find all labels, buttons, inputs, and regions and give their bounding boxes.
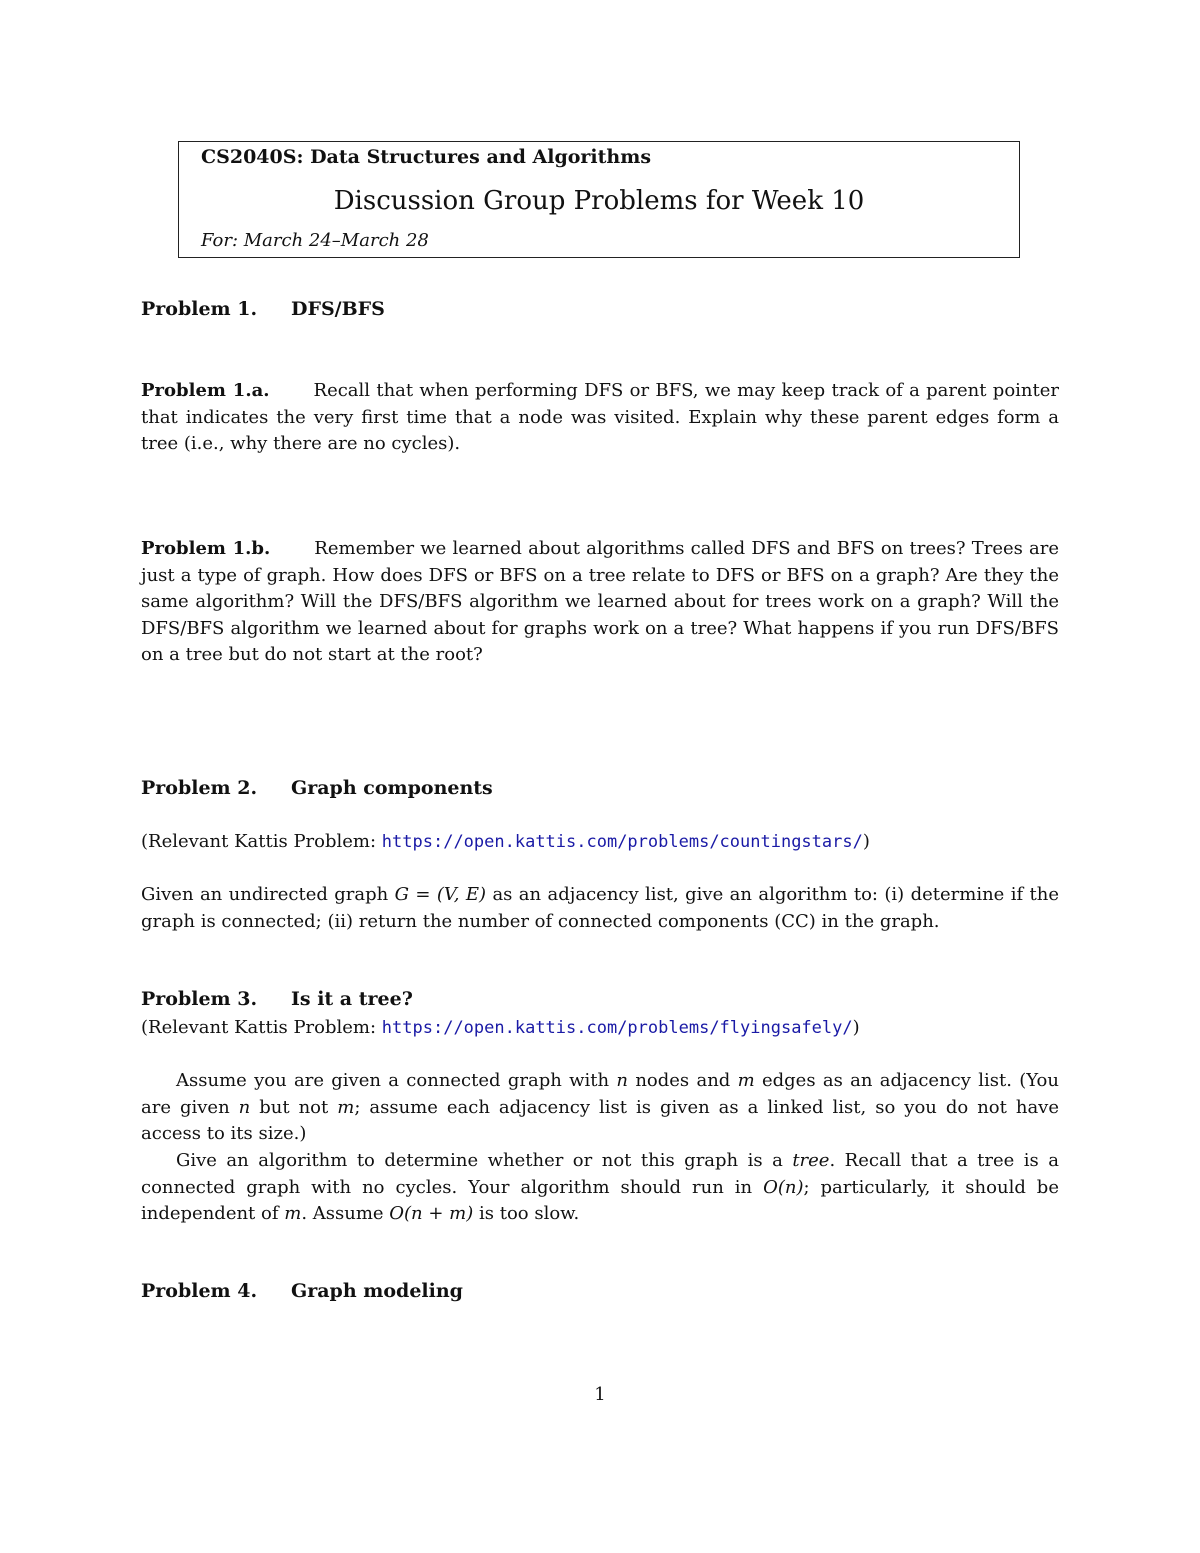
kattis-link-countingstars[interactable]: https://open.kattis.com/problems/countingstars/ [381, 832, 863, 852]
kattis-prefix: (Relevant Kattis Problem: [141, 831, 382, 852]
course-title: CS2040S: Data Structures and Algorithms [201, 146, 652, 168]
math-o-n: O(n) [763, 1176, 804, 1198]
text-part: is too slow. [473, 1203, 580, 1224]
page-title: Discussion Group Problems for Week 10 [333, 186, 865, 216]
problem-3-label: Problem 3. [141, 988, 258, 1010]
problem-4-title: Graph modeling [291, 1280, 463, 1302]
problem-1-title: DFS/BFS [291, 298, 385, 320]
text-part: Give an algorithm to determine whether or not this graph is a [176, 1150, 793, 1171]
problem-3-title: Is it a tree? [291, 988, 413, 1010]
text-part: ; particularly, it should be independent of [141, 1176, 1059, 1224]
problem-2-kattis [141, 829, 1059, 856]
math-graph: G = (V, E) [394, 884, 487, 905]
kattis-prefix: (Relevant Kattis Problem: [141, 1017, 382, 1038]
math-m: m [737, 1070, 755, 1091]
text-part: Assume you are given a connected graph with [176, 1070, 617, 1091]
date-range: For: March 24–March 28 [201, 230, 429, 251]
problem-1-heading [141, 298, 385, 320]
problem-4-heading [141, 1280, 463, 1302]
problem-1-label: Problem 1. [141, 298, 258, 320]
problem-1a-label: Problem 1.a. [141, 380, 270, 401]
text-part: nodes and [628, 1070, 738, 1091]
math-m: m [284, 1203, 302, 1224]
text-part: . Recall that a tree is a connected graph with no cycles. Your algorithm should run in [141, 1150, 1059, 1198]
problem-1b [141, 536, 1059, 669]
problem-1b-text: Remember we learned about algorithms called DFS and BFS on trees? Trees are just a type of graph. How does DFS or BFS on a tree relate to DFS or BFS on a graph? Are they the same algorithm? Will the DFS/BFS algorithm we learned about for trees work on a graph? Will the DFS/BFS algorithm we learned about for graphs work on a tree? What happens if you run DFS/BFS on a tree but do not start at the root? [141, 538, 1060, 665]
text-part: edges as an adjacency list. (You are given [141, 1070, 1059, 1118]
kattis-suffix: ) [862, 831, 870, 852]
problem-3-paragraph-1 [141, 1068, 1059, 1148]
problem-2-text-part: as an adjacency list, give an algorithm to: (i) determine if the graph is connected; (ii) return the number of connected components (CC) in the graph. [141, 884, 1059, 932]
problem-3-kattis [141, 1015, 1059, 1042]
kattis-link-flyingsafely[interactable]: https://open.kattis.com/problems/flyingsafely/ [381, 1018, 853, 1038]
problem-2-heading [141, 777, 493, 799]
problem-2-text-part: Given an undirected graph [141, 884, 395, 905]
emphasis-tree: tree [792, 1150, 830, 1171]
problem-3-heading [141, 988, 413, 1010]
problem-2-text [141, 882, 1059, 935]
problem-2-title: Graph components [291, 777, 493, 799]
problem-4-label: Problem 4. [141, 1280, 258, 1302]
problem-3-paragraph-2 [141, 1148, 1059, 1228]
problem-1b-label: Problem 1.b. [141, 538, 271, 559]
header-box [178, 141, 1020, 258]
text-part: ; assume each adjacency list is given as a linked list, so you do not have access to its size.) [141, 1096, 1060, 1144]
page-number: 1 [594, 1384, 606, 1405]
text-part: . Assume [301, 1203, 390, 1224]
kattis-suffix: ) [852, 1017, 860, 1038]
problem-1a [141, 378, 1059, 458]
math-m: m [337, 1096, 355, 1118]
math-n: n [238, 1096, 251, 1118]
text-part: but not [250, 1096, 338, 1118]
math-o-n-plus-m: O(n + m) [389, 1203, 474, 1224]
problem-1a-text: Recall that when performing DFS or BFS, we may keep track of a parent pointer that indicates the very first time that a node was visited. Explain why these parent edges form a tree (i.e., why there are no cycles). [141, 380, 1059, 454]
problem-2-label: Problem 2. [141, 777, 258, 799]
math-n: n [616, 1070, 629, 1091]
